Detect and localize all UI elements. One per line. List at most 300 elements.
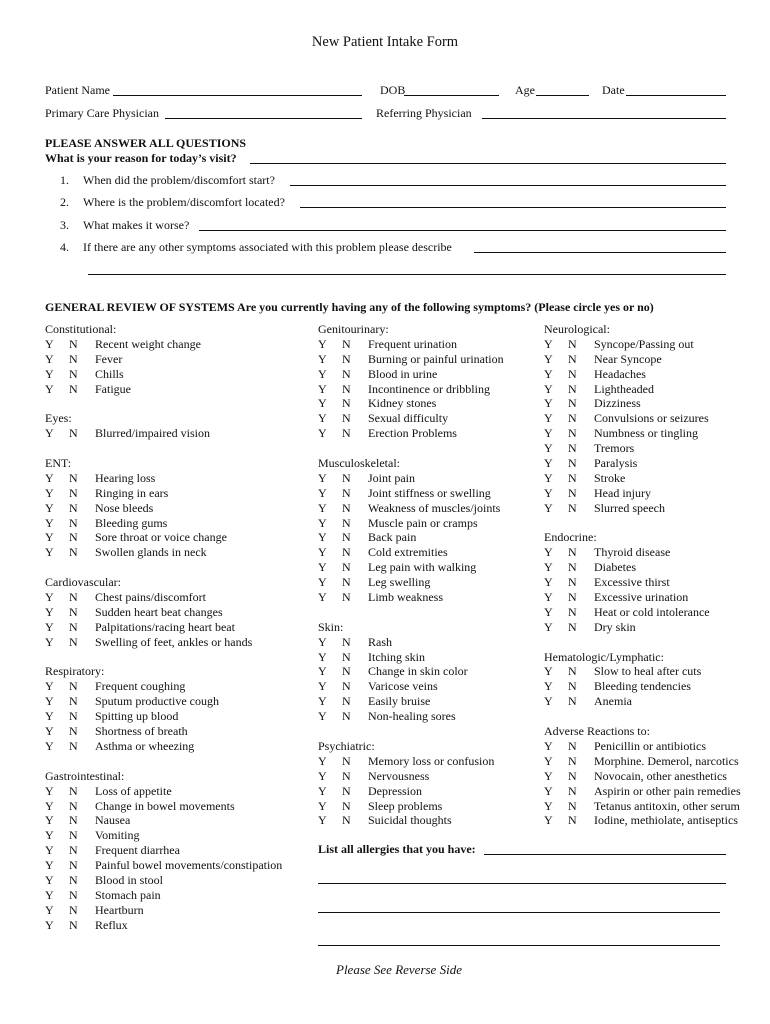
yes-option[interactable]: Y bbox=[45, 902, 54, 917]
symptom-label: Shortness of breath bbox=[95, 724, 188, 739]
no-option[interactable]: N bbox=[69, 872, 78, 887]
yes-option[interactable]: Y bbox=[318, 649, 327, 664]
no-option[interactable]: N bbox=[69, 887, 78, 902]
no-option[interactable]: N bbox=[568, 738, 577, 753]
symptom-label: Novocain, other anesthetics bbox=[594, 768, 727, 783]
yes-option[interactable]: Y bbox=[45, 590, 54, 605]
symptom-label: Muscle pain or cramps bbox=[368, 515, 478, 530]
yes-option[interactable]: Y bbox=[544, 694, 553, 709]
no-option[interactable]: N bbox=[69, 724, 78, 739]
yes-option[interactable]: Y bbox=[318, 813, 327, 828]
no-option[interactable]: N bbox=[568, 575, 577, 590]
symptom-label: Near Syncope bbox=[594, 351, 662, 366]
no-option[interactable]: N bbox=[69, 619, 78, 634]
no-option[interactable]: N bbox=[568, 813, 577, 828]
no-option[interactable]: N bbox=[342, 783, 351, 798]
yes-option[interactable]: Y bbox=[544, 500, 553, 515]
symptom-row bbox=[318, 560, 538, 575]
symptom-label: Headaches bbox=[594, 366, 646, 381]
section-title-psychiatric: Psychiatric: bbox=[318, 738, 375, 753]
no-option[interactable]: N bbox=[342, 500, 351, 515]
no-option[interactable]: N bbox=[568, 411, 577, 426]
yes-option[interactable]: Y bbox=[45, 634, 54, 649]
symptom-label: Frequent coughing bbox=[95, 679, 186, 694]
yes-option[interactable]: Y bbox=[544, 753, 553, 768]
symptom-row bbox=[544, 426, 770, 441]
symptom-row bbox=[318, 784, 538, 799]
yes-option[interactable]: Y bbox=[318, 709, 327, 724]
yes-option[interactable]: Y bbox=[318, 396, 327, 411]
symptom-row bbox=[544, 769, 770, 784]
symptom-label: Change in skin color bbox=[368, 664, 468, 679]
yes-option[interactable]: Y bbox=[318, 575, 327, 590]
yes-option[interactable]: Y bbox=[45, 366, 54, 381]
symptom-label: Thyroid disease bbox=[594, 545, 671, 560]
no-option[interactable]: N bbox=[342, 575, 351, 590]
yes-option[interactable]: Y bbox=[544, 783, 553, 798]
symptom-label: Depression bbox=[368, 783, 422, 798]
symptom-label: Frequent urination bbox=[368, 336, 457, 351]
review-column-1 bbox=[45, 322, 305, 933]
symptom-row bbox=[45, 530, 305, 545]
no-option[interactable]: N bbox=[69, 694, 78, 709]
yes-option[interactable]: Y bbox=[318, 470, 327, 485]
yes-option[interactable]: Y bbox=[544, 396, 553, 411]
symptom-label: Memory loss or confusion bbox=[368, 753, 495, 768]
symptom-row bbox=[45, 337, 305, 352]
yes-option[interactable]: Y bbox=[318, 753, 327, 768]
no-option[interactable]: N bbox=[342, 590, 351, 605]
no-option[interactable]: N bbox=[568, 753, 577, 768]
yes-option[interactable]: Y bbox=[45, 351, 54, 366]
no-option[interactable]: N bbox=[342, 545, 351, 560]
symptom-row bbox=[318, 411, 538, 426]
symptom-label: Sputum productive cough bbox=[95, 694, 219, 709]
symptom-label: Joint pain bbox=[368, 470, 415, 485]
no-option[interactable]: N bbox=[342, 768, 351, 783]
symptom-label: Nausea bbox=[95, 813, 131, 828]
symptom-row bbox=[318, 352, 538, 367]
no-option[interactable]: N bbox=[69, 738, 78, 753]
symptom-row bbox=[318, 679, 538, 694]
symptom-label: Spitting up blood bbox=[95, 709, 179, 724]
yes-option[interactable]: Y bbox=[318, 560, 327, 575]
symptom-label: Vomiting bbox=[95, 828, 140, 843]
yes-option[interactable]: Y bbox=[45, 828, 54, 843]
yes-option[interactable]: Y bbox=[45, 619, 54, 634]
yes-option[interactable]: Y bbox=[45, 872, 54, 887]
no-option[interactable]: N bbox=[342, 634, 351, 649]
yes-option[interactable]: Y bbox=[544, 351, 553, 366]
symptom-label: Iodine, methiolate, antiseptics bbox=[594, 813, 738, 828]
no-option[interactable]: N bbox=[342, 664, 351, 679]
no-option[interactable]: N bbox=[568, 441, 577, 456]
yes-option[interactable]: Y bbox=[318, 500, 327, 515]
symptom-row bbox=[45, 382, 305, 397]
yes-option[interactable]: Y bbox=[45, 426, 54, 441]
no-option[interactable]: N bbox=[69, 530, 78, 545]
no-option[interactable]: N bbox=[342, 798, 351, 813]
no-option[interactable]: N bbox=[342, 485, 351, 500]
no-option[interactable]: N bbox=[568, 679, 577, 694]
symptom-label: Penicillin or antibiotics bbox=[594, 738, 706, 753]
no-option[interactable]: N bbox=[342, 753, 351, 768]
symptom-row bbox=[45, 843, 305, 858]
no-option[interactable]: N bbox=[568, 694, 577, 709]
symptom-row bbox=[318, 664, 538, 679]
symptom-label: Erection Problems bbox=[368, 426, 457, 441]
symptom-row bbox=[544, 679, 770, 694]
yes-option[interactable]: Y bbox=[45, 470, 54, 485]
no-option[interactable]: N bbox=[568, 366, 577, 381]
no-option[interactable]: N bbox=[568, 783, 577, 798]
no-option[interactable]: N bbox=[69, 381, 78, 396]
no-option[interactable]: N bbox=[568, 381, 577, 396]
yes-option[interactable]: Y bbox=[544, 664, 553, 679]
symptom-row bbox=[544, 590, 770, 605]
no-option[interactable]: N bbox=[568, 590, 577, 605]
symptom-row bbox=[45, 903, 305, 918]
no-option[interactable]: N bbox=[568, 426, 577, 441]
yes-option[interactable]: Y bbox=[45, 738, 54, 753]
symptom-label: Dizziness bbox=[594, 396, 641, 411]
symptom-label: Tremors bbox=[594, 441, 635, 456]
yes-option[interactable]: Y bbox=[45, 813, 54, 828]
no-option[interactable]: N bbox=[568, 351, 577, 366]
yes-option[interactable]: Y bbox=[318, 679, 327, 694]
no-option[interactable]: N bbox=[342, 709, 351, 724]
no-option[interactable]: N bbox=[342, 813, 351, 828]
question-2-field[interactable] bbox=[300, 207, 726, 208]
yes-option[interactable]: Y bbox=[45, 887, 54, 902]
symptom-row bbox=[45, 709, 305, 724]
yes-option[interactable]: Y bbox=[318, 515, 327, 530]
no-option[interactable]: N bbox=[69, 366, 78, 381]
no-option[interactable]: N bbox=[69, 634, 78, 649]
no-option[interactable]: N bbox=[568, 545, 577, 560]
symptom-label: Non-healing sores bbox=[368, 709, 456, 724]
yes-option[interactable]: Y bbox=[45, 381, 54, 396]
question-4-field[interactable] bbox=[474, 252, 726, 253]
no-option[interactable]: N bbox=[568, 619, 577, 634]
symptom-label: Chest pains/discomfort bbox=[95, 590, 206, 605]
no-option[interactable]: N bbox=[342, 396, 351, 411]
yes-option[interactable]: Y bbox=[45, 858, 54, 873]
no-option[interactable]: N bbox=[69, 545, 78, 560]
symptom-label: Rash bbox=[368, 634, 392, 649]
yes-option[interactable]: Y bbox=[544, 590, 553, 605]
yes-option[interactable]: Y bbox=[544, 426, 553, 441]
symptom-row bbox=[544, 441, 770, 456]
yes-option[interactable]: Y bbox=[45, 917, 54, 932]
question-text: What makes it worse? bbox=[83, 218, 190, 232]
symptom-label: Leg swelling bbox=[368, 575, 431, 590]
review-column-2 bbox=[318, 322, 538, 828]
no-option[interactable]: N bbox=[69, 858, 78, 873]
question-number: 3. bbox=[60, 218, 69, 232]
referring-field[interactable] bbox=[482, 118, 726, 119]
question-text: When did the problem/discomfort start? bbox=[83, 173, 275, 187]
allergies-line-2[interactable] bbox=[318, 883, 726, 884]
symptom-row bbox=[318, 516, 538, 531]
yes-option[interactable]: Y bbox=[318, 783, 327, 798]
allergies-field[interactable] bbox=[484, 854, 726, 855]
symptom-label: Nose bleeds bbox=[95, 500, 154, 515]
patient-name-label: Patient Name bbox=[45, 83, 110, 97]
symptom-row bbox=[544, 694, 770, 709]
symptom-label: Blurred/impaired vision bbox=[95, 426, 210, 441]
symptom-row bbox=[45, 799, 305, 814]
yes-option[interactable]: Y bbox=[45, 679, 54, 694]
yes-option[interactable]: Y bbox=[318, 545, 327, 560]
yes-option[interactable]: Y bbox=[544, 456, 553, 471]
symptom-row bbox=[544, 784, 770, 799]
yes-option[interactable]: Y bbox=[45, 545, 54, 560]
no-option[interactable]: N bbox=[342, 694, 351, 709]
symptom-label: Suicidal thoughts bbox=[368, 813, 452, 828]
no-option[interactable]: N bbox=[69, 515, 78, 530]
yes-option[interactable]: Y bbox=[45, 798, 54, 813]
no-option[interactable]: N bbox=[69, 798, 78, 813]
yes-option[interactable]: Y bbox=[544, 738, 553, 753]
no-option[interactable]: N bbox=[342, 530, 351, 545]
question-4-extra-line[interactable] bbox=[88, 274, 726, 275]
symptom-row bbox=[318, 486, 538, 501]
no-option[interactable]: N bbox=[568, 768, 577, 783]
yes-option[interactable]: Y bbox=[318, 336, 327, 351]
symptom-row bbox=[45, 724, 305, 739]
symptom-row bbox=[45, 784, 305, 799]
no-option[interactable]: N bbox=[69, 679, 78, 694]
no-option[interactable]: N bbox=[568, 470, 577, 485]
yes-option[interactable]: Y bbox=[544, 813, 553, 828]
no-option[interactable]: N bbox=[69, 828, 78, 843]
symptom-row bbox=[318, 590, 538, 605]
no-option[interactable]: N bbox=[342, 351, 351, 366]
no-option[interactable]: N bbox=[342, 649, 351, 664]
symptom-row bbox=[544, 664, 770, 679]
question-3-field[interactable] bbox=[199, 230, 726, 231]
yes-option[interactable]: Y bbox=[544, 619, 553, 634]
yes-option[interactable]: Y bbox=[544, 604, 553, 619]
yes-option[interactable]: Y bbox=[318, 664, 327, 679]
yes-option[interactable]: Y bbox=[45, 709, 54, 724]
no-option[interactable]: N bbox=[69, 783, 78, 798]
section-title-genitourinary: Genitourinary: bbox=[318, 322, 389, 336]
reason-field[interactable] bbox=[250, 163, 726, 164]
no-option[interactable]: N bbox=[69, 604, 78, 619]
no-option[interactable]: N bbox=[342, 470, 351, 485]
yes-option[interactable]: Y bbox=[318, 768, 327, 783]
yes-option[interactable]: Y bbox=[318, 485, 327, 500]
symptom-row bbox=[544, 352, 770, 367]
yes-option[interactable]: Y bbox=[45, 500, 54, 515]
yes-option[interactable]: Y bbox=[544, 336, 553, 351]
yes-option[interactable]: Y bbox=[45, 783, 54, 798]
section-title-ent: ENT: bbox=[45, 456, 72, 471]
no-option[interactable]: N bbox=[69, 709, 78, 724]
symptom-row bbox=[544, 605, 770, 620]
yes-option[interactable]: Y bbox=[544, 485, 553, 500]
section-title-musculoskeletal: Musculoskeletal: bbox=[318, 456, 400, 471]
symptom-row bbox=[544, 754, 770, 769]
yes-option[interactable]: Y bbox=[544, 798, 553, 813]
symptom-row bbox=[45, 352, 305, 367]
symptom-row bbox=[45, 918, 305, 933]
no-option[interactable]: N bbox=[69, 470, 78, 485]
no-option[interactable]: N bbox=[342, 366, 351, 381]
date-field[interactable] bbox=[626, 95, 726, 96]
yes-option[interactable]: Y bbox=[544, 411, 553, 426]
no-option[interactable]: N bbox=[69, 902, 78, 917]
symptom-row bbox=[318, 396, 538, 411]
symptom-row bbox=[45, 620, 305, 635]
yes-option[interactable]: Y bbox=[544, 560, 553, 575]
yes-option[interactable]: Y bbox=[45, 604, 54, 619]
patient-name-field[interactable] bbox=[113, 95, 362, 96]
date-label: Date bbox=[602, 83, 625, 97]
symptom-label: Varicose veins bbox=[368, 679, 438, 694]
symptom-row bbox=[544, 739, 770, 754]
symptom-row bbox=[318, 382, 538, 397]
symptom-label: Easily bruise bbox=[368, 694, 431, 709]
no-option[interactable]: N bbox=[69, 500, 78, 515]
no-option[interactable]: N bbox=[69, 351, 78, 366]
yes-option[interactable]: Y bbox=[318, 351, 327, 366]
yes-option[interactable]: Y bbox=[45, 694, 54, 709]
yes-option[interactable]: Y bbox=[45, 724, 54, 739]
no-option[interactable]: N bbox=[342, 381, 351, 396]
question-number: 4. bbox=[60, 240, 69, 254]
symptom-row bbox=[318, 471, 538, 486]
no-option[interactable]: N bbox=[342, 411, 351, 426]
no-option[interactable]: N bbox=[568, 500, 577, 515]
referring-label: Referring Physician bbox=[376, 106, 472, 120]
question-number: 1. bbox=[60, 173, 69, 187]
symptom-label: Weakness of muscles/joints bbox=[368, 500, 501, 515]
yes-option[interactable]: Y bbox=[318, 694, 327, 709]
no-option[interactable]: N bbox=[568, 396, 577, 411]
reason-label: What is your reason for today’s visit? bbox=[45, 151, 237, 165]
symptom-label: Excessive thirst bbox=[594, 575, 670, 590]
primary-care-label: Primary Care Physician bbox=[45, 106, 159, 120]
yes-option[interactable]: Y bbox=[318, 590, 327, 605]
no-option[interactable]: N bbox=[69, 813, 78, 828]
section-title-gastrointestinal: Gastrointestinal: bbox=[45, 768, 125, 783]
symptom-label: Sore throat or voice change bbox=[95, 530, 227, 545]
yes-option[interactable]: Y bbox=[45, 336, 54, 351]
symptom-row bbox=[45, 516, 305, 531]
section-title-adverse-reactions-to: Adverse Reactions to: bbox=[544, 724, 650, 739]
symptom-row bbox=[544, 367, 770, 382]
no-option[interactable]: N bbox=[69, 843, 78, 858]
symptom-row bbox=[544, 337, 770, 352]
symptom-label: Morphine. Demerol, narcotics bbox=[594, 753, 739, 768]
question-1-field[interactable] bbox=[290, 185, 726, 186]
yes-option[interactable]: Y bbox=[318, 426, 327, 441]
no-option[interactable]: N bbox=[568, 456, 577, 471]
symptom-label: Joint stiffness or swelling bbox=[368, 485, 491, 500]
symptom-row bbox=[318, 709, 538, 724]
no-option[interactable]: N bbox=[568, 560, 577, 575]
symptom-label: Stomach pain bbox=[95, 887, 161, 902]
no-option[interactable]: N bbox=[568, 798, 577, 813]
symptom-row bbox=[45, 828, 305, 843]
yes-option[interactable]: Y bbox=[544, 768, 553, 783]
no-option[interactable]: N bbox=[568, 604, 577, 619]
symptom-row bbox=[318, 813, 538, 828]
symptom-row bbox=[45, 694, 305, 709]
symptom-label: Palpitations/racing heart beat bbox=[95, 619, 235, 634]
yes-option[interactable]: Y bbox=[318, 530, 327, 545]
question-text: If there are any other symptoms associated with this problem please describe bbox=[83, 240, 452, 254]
yes-option[interactable]: Y bbox=[318, 634, 327, 649]
yes-option[interactable]: Y bbox=[45, 485, 54, 500]
yes-option[interactable]: Y bbox=[544, 441, 553, 456]
symptom-row bbox=[544, 382, 770, 397]
no-option[interactable]: N bbox=[69, 917, 78, 932]
symptom-label: Head injury bbox=[594, 485, 651, 500]
no-option[interactable]: N bbox=[342, 426, 351, 441]
section-title-skin: Skin: bbox=[318, 619, 344, 634]
symptom-label: Swelling of feet, ankles or hands bbox=[95, 634, 253, 649]
symptom-row bbox=[45, 739, 305, 754]
yes-option[interactable]: Y bbox=[45, 530, 54, 545]
age-field[interactable] bbox=[536, 95, 589, 96]
allergies-line-4[interactable] bbox=[318, 945, 720, 946]
symptom-row bbox=[544, 486, 770, 501]
symptom-label: Slurred speech bbox=[594, 500, 665, 515]
yes-option[interactable]: Y bbox=[318, 366, 327, 381]
yes-option[interactable]: Y bbox=[318, 381, 327, 396]
yes-option[interactable]: Y bbox=[544, 545, 553, 560]
symptom-label: Bleeding gums bbox=[95, 515, 168, 530]
no-option[interactable]: N bbox=[69, 426, 78, 441]
symptom-label: Swollen glands in neck bbox=[95, 545, 207, 560]
allergies-line-3[interactable] bbox=[318, 912, 720, 913]
no-option[interactable]: N bbox=[342, 679, 351, 694]
symptom-label: Back pain bbox=[368, 530, 417, 545]
yes-option[interactable]: Y bbox=[45, 515, 54, 530]
primary-care-field[interactable] bbox=[165, 118, 362, 119]
yes-option[interactable]: Y bbox=[45, 843, 54, 858]
no-option[interactable]: N bbox=[69, 590, 78, 605]
no-option[interactable]: N bbox=[568, 336, 577, 351]
no-option[interactable]: N bbox=[568, 664, 577, 679]
yes-option[interactable]: Y bbox=[544, 470, 553, 485]
no-option[interactable]: N bbox=[342, 560, 351, 575]
yes-option[interactable]: Y bbox=[544, 575, 553, 590]
symptom-label: Diabetes bbox=[594, 560, 636, 575]
yes-option[interactable]: Y bbox=[318, 798, 327, 813]
yes-option[interactable]: Y bbox=[544, 679, 553, 694]
yes-option[interactable]: Y bbox=[318, 411, 327, 426]
symptom-row bbox=[544, 501, 770, 516]
yes-option[interactable]: Y bbox=[544, 381, 553, 396]
dob-field[interactable] bbox=[404, 95, 499, 96]
no-option[interactable]: N bbox=[69, 336, 78, 351]
no-option[interactable]: N bbox=[568, 485, 577, 500]
symptom-label: Stroke bbox=[594, 470, 626, 485]
symptom-row bbox=[45, 471, 305, 486]
no-option[interactable]: N bbox=[69, 485, 78, 500]
no-option[interactable]: N bbox=[342, 515, 351, 530]
no-option[interactable]: N bbox=[342, 336, 351, 351]
symptom-label: Excessive urination bbox=[594, 590, 689, 605]
section-title-eyes: Eyes: bbox=[45, 411, 72, 426]
yes-option[interactable]: Y bbox=[544, 366, 553, 381]
symptom-label: Frequent diarrhea bbox=[95, 843, 180, 858]
